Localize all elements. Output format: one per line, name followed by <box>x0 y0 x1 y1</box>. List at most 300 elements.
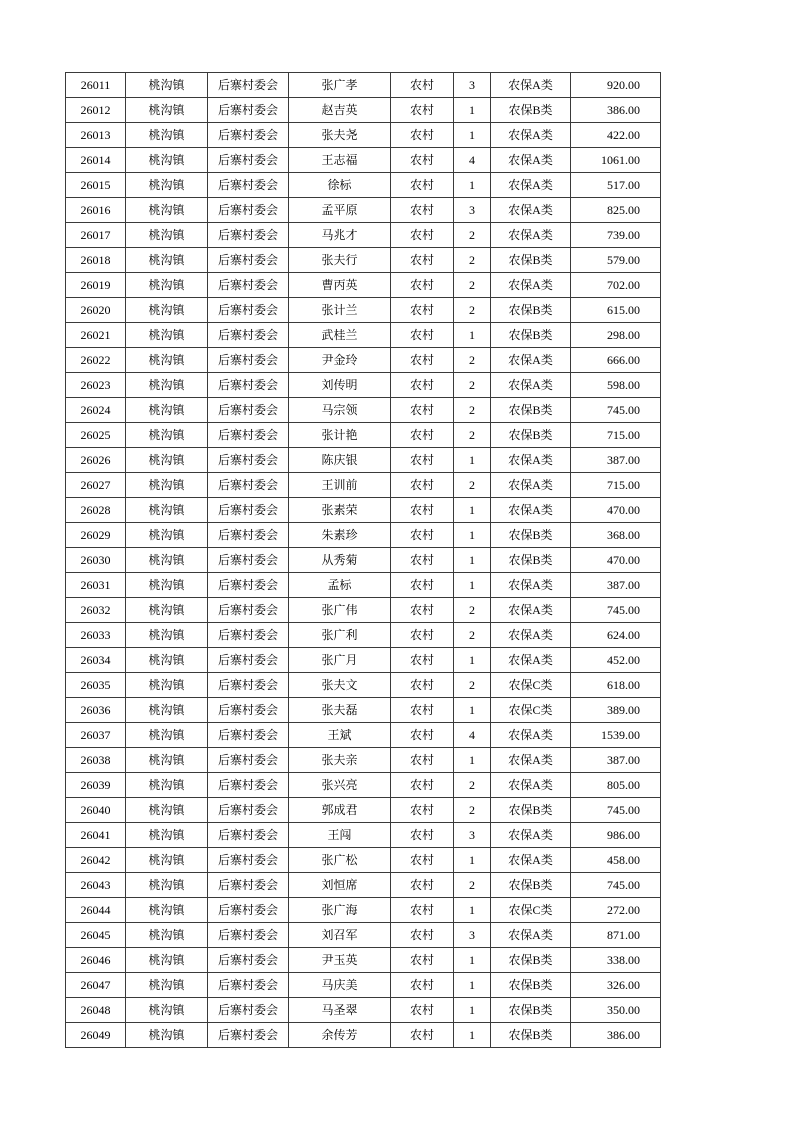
cell-insurance-class: 农保B类 <box>491 423 571 448</box>
cell-person-count: 2 <box>454 773 491 798</box>
cell-record-id: 26039 <box>66 773 126 798</box>
cell-record-id: 26036 <box>66 698 126 723</box>
cell-person-count: 2 <box>454 398 491 423</box>
cell-village-committee: 后寨村委会 <box>208 148 289 173</box>
cell-amount: 805.00 <box>571 773 661 798</box>
cell-record-id: 26027 <box>66 473 126 498</box>
cell-village-committee: 后寨村委会 <box>208 773 289 798</box>
cell-record-id: 26041 <box>66 823 126 848</box>
table-row <box>66 873 661 898</box>
cell-village-committee: 后寨村委会 <box>208 1023 289 1048</box>
table-row <box>66 498 661 523</box>
cell-residence-type: 农村 <box>391 698 454 723</box>
cell-amount: 458.00 <box>571 848 661 873</box>
table-row <box>66 598 661 623</box>
cell-record-id: 26019 <box>66 273 126 298</box>
cell-person-count: 2 <box>454 373 491 398</box>
cell-residence-type: 农村 <box>391 773 454 798</box>
cell-person-count: 2 <box>454 798 491 823</box>
cell-residence-type: 农村 <box>391 198 454 223</box>
cell-residence-type: 农村 <box>391 148 454 173</box>
table-row <box>66 823 661 848</box>
cell-insurance-class: 农保A类 <box>491 198 571 223</box>
cell-insurance-class: 农保B类 <box>491 548 571 573</box>
cell-insurance-class: 农保B类 <box>491 323 571 348</box>
cell-residence-type: 农村 <box>391 323 454 348</box>
cell-record-id: 26022 <box>66 348 126 373</box>
cell-person-name: 张广松 <box>289 848 391 873</box>
cell-person-count: 1 <box>454 98 491 123</box>
table-row <box>66 998 661 1023</box>
cell-town: 桃沟镇 <box>126 173 208 198</box>
cell-person-name: 武桂兰 <box>289 323 391 348</box>
cell-town: 桃沟镇 <box>126 98 208 123</box>
cell-town: 桃沟镇 <box>126 573 208 598</box>
cell-person-name: 王闯 <box>289 823 391 848</box>
cell-insurance-class: 农保B类 <box>491 1023 571 1048</box>
cell-village-committee: 后寨村委会 <box>208 798 289 823</box>
cell-record-id: 26042 <box>66 848 126 873</box>
cell-residence-type: 农村 <box>391 73 454 98</box>
cell-person-name: 郭成君 <box>289 798 391 823</box>
cell-village-committee: 后寨村委会 <box>208 848 289 873</box>
cell-town: 桃沟镇 <box>126 723 208 748</box>
cell-amount: 368.00 <box>571 523 661 548</box>
cell-insurance-class: 农保A类 <box>491 748 571 773</box>
cell-person-name: 刘召军 <box>289 923 391 948</box>
cell-town: 桃沟镇 <box>126 273 208 298</box>
cell-person-count: 2 <box>454 348 491 373</box>
table-row <box>66 673 661 698</box>
cell-amount: 986.00 <box>571 823 661 848</box>
cell-record-id: 26033 <box>66 623 126 648</box>
cell-amount: 745.00 <box>571 398 661 423</box>
cell-person-name: 张夫文 <box>289 673 391 698</box>
cell-amount: 517.00 <box>571 173 661 198</box>
cell-person-name: 张广孝 <box>289 73 391 98</box>
cell-amount: 618.00 <box>571 673 661 698</box>
cell-insurance-class: 农保A类 <box>491 173 571 198</box>
cell-person-name: 刘传明 <box>289 373 391 398</box>
cell-town: 桃沟镇 <box>126 1023 208 1048</box>
cell-residence-type: 农村 <box>391 348 454 373</box>
cell-village-committee: 后寨村委会 <box>208 348 289 373</box>
cell-insurance-class: 农保B类 <box>491 398 571 423</box>
cell-amount: 338.00 <box>571 948 661 973</box>
cell-insurance-class: 农保C类 <box>491 898 571 923</box>
cell-residence-type: 农村 <box>391 98 454 123</box>
cell-residence-type: 农村 <box>391 873 454 898</box>
cell-person-count: 2 <box>454 298 491 323</box>
cell-residence-type: 农村 <box>391 298 454 323</box>
cell-person-name: 马宗领 <box>289 398 391 423</box>
cell-record-id: 26017 <box>66 223 126 248</box>
cell-person-name: 余传芳 <box>289 1023 391 1048</box>
cell-village-committee: 后寨村委会 <box>208 598 289 623</box>
cell-person-count: 1 <box>454 948 491 973</box>
table-row <box>66 273 661 298</box>
cell-person-name: 张计兰 <box>289 298 391 323</box>
cell-village-committee: 后寨村委会 <box>208 473 289 498</box>
cell-amount: 598.00 <box>571 373 661 398</box>
cell-village-committee: 后寨村委会 <box>208 748 289 773</box>
cell-residence-type: 农村 <box>391 373 454 398</box>
cell-amount: 624.00 <box>571 623 661 648</box>
cell-person-name: 张广利 <box>289 623 391 648</box>
cell-person-name: 赵吉英 <box>289 98 391 123</box>
cell-village-committee: 后寨村委会 <box>208 898 289 923</box>
cell-person-name: 从秀菊 <box>289 548 391 573</box>
cell-town: 桃沟镇 <box>126 348 208 373</box>
cell-residence-type: 农村 <box>391 948 454 973</box>
cell-record-id: 26038 <box>66 748 126 773</box>
cell-amount: 470.00 <box>571 498 661 523</box>
cell-residence-type: 农村 <box>391 723 454 748</box>
cell-person-count: 2 <box>454 473 491 498</box>
cell-amount: 387.00 <box>571 748 661 773</box>
table-row <box>66 973 661 998</box>
cell-residence-type: 农村 <box>391 223 454 248</box>
cell-insurance-class: 农保C类 <box>491 673 571 698</box>
cell-residence-type: 农村 <box>391 823 454 848</box>
cell-person-name: 尹金玲 <box>289 348 391 373</box>
cell-residence-type: 农村 <box>391 798 454 823</box>
cell-person-count: 3 <box>454 198 491 223</box>
cell-village-committee: 后寨村委会 <box>208 698 289 723</box>
cell-person-name: 孟标 <box>289 573 391 598</box>
cell-person-count: 1 <box>454 1023 491 1048</box>
cell-village-committee: 后寨村委会 <box>208 223 289 248</box>
cell-residence-type: 农村 <box>391 448 454 473</box>
cell-person-name: 张夫行 <box>289 248 391 273</box>
cell-amount: 386.00 <box>571 98 661 123</box>
cell-record-id: 26043 <box>66 873 126 898</box>
cell-amount: 739.00 <box>571 223 661 248</box>
cell-insurance-class: 农保A类 <box>491 848 571 873</box>
cell-village-committee: 后寨村委会 <box>208 198 289 223</box>
cell-person-count: 2 <box>454 423 491 448</box>
cell-amount: 326.00 <box>571 973 661 998</box>
cell-village-committee: 后寨村委会 <box>208 648 289 673</box>
cell-person-count: 1 <box>454 123 491 148</box>
cell-person-count: 1 <box>454 523 491 548</box>
cell-record-id: 26044 <box>66 898 126 923</box>
cell-record-id: 26046 <box>66 948 126 973</box>
table-row <box>66 73 661 98</box>
cell-person-name: 朱素珍 <box>289 523 391 548</box>
cell-insurance-class: 农保A类 <box>491 498 571 523</box>
cell-residence-type: 农村 <box>391 648 454 673</box>
cell-insurance-class: 农保B类 <box>491 948 571 973</box>
cell-town: 桃沟镇 <box>126 698 208 723</box>
cell-person-count: 1 <box>454 973 491 998</box>
cell-person-name: 尹玉英 <box>289 948 391 973</box>
cell-village-committee: 后寨村委会 <box>208 973 289 998</box>
cell-residence-type: 农村 <box>391 898 454 923</box>
table-row <box>66 148 661 173</box>
cell-person-name: 张夫亲 <box>289 748 391 773</box>
cell-record-id: 26049 <box>66 1023 126 1048</box>
table-row <box>66 123 661 148</box>
cell-village-committee: 后寨村委会 <box>208 523 289 548</box>
table-row <box>66 198 661 223</box>
cell-person-count: 4 <box>454 723 491 748</box>
cell-record-id: 26040 <box>66 798 126 823</box>
cell-town: 桃沟镇 <box>126 848 208 873</box>
cell-person-name: 张广月 <box>289 648 391 673</box>
cell-record-id: 26045 <box>66 923 126 948</box>
cell-village-committee: 后寨村委会 <box>208 823 289 848</box>
cell-insurance-class: 农保A类 <box>491 723 571 748</box>
cell-town: 桃沟镇 <box>126 773 208 798</box>
table-row <box>66 773 661 798</box>
cell-town: 桃沟镇 <box>126 648 208 673</box>
cell-town: 桃沟镇 <box>126 923 208 948</box>
cell-person-name: 曹丙英 <box>289 273 391 298</box>
cell-town: 桃沟镇 <box>126 223 208 248</box>
cell-person-count: 2 <box>454 223 491 248</box>
cell-amount: 389.00 <box>571 698 661 723</box>
cell-amount: 452.00 <box>571 648 661 673</box>
cell-person-name: 陈庆银 <box>289 448 391 473</box>
table-row <box>66 898 661 923</box>
cell-residence-type: 农村 <box>391 248 454 273</box>
cell-person-name: 王志福 <box>289 148 391 173</box>
cell-record-id: 26018 <box>66 248 126 273</box>
cell-record-id: 26032 <box>66 598 126 623</box>
cell-village-committee: 后寨村委会 <box>208 873 289 898</box>
table-row <box>66 448 661 473</box>
cell-insurance-class: 农保A类 <box>491 573 571 598</box>
cell-town: 桃沟镇 <box>126 498 208 523</box>
cell-person-name: 张广伟 <box>289 598 391 623</box>
cell-town: 桃沟镇 <box>126 473 208 498</box>
cell-person-name: 王斌 <box>289 723 391 748</box>
cell-amount: 666.00 <box>571 348 661 373</box>
cell-record-id: 26028 <box>66 498 126 523</box>
cell-person-count: 1 <box>454 498 491 523</box>
cell-record-id: 26029 <box>66 523 126 548</box>
cell-amount: 272.00 <box>571 898 661 923</box>
cell-town: 桃沟镇 <box>126 298 208 323</box>
table-row <box>66 548 661 573</box>
cell-residence-type: 农村 <box>391 573 454 598</box>
cell-insurance-class: 农保B类 <box>491 798 571 823</box>
cell-amount: 871.00 <box>571 923 661 948</box>
cell-person-name: 马圣翠 <box>289 998 391 1023</box>
table-row <box>66 348 661 373</box>
cell-town: 桃沟镇 <box>126 873 208 898</box>
cell-insurance-class: 农保B类 <box>491 873 571 898</box>
cell-town: 桃沟镇 <box>126 248 208 273</box>
cell-town: 桃沟镇 <box>126 673 208 698</box>
cell-insurance-class: 农保A类 <box>491 598 571 623</box>
table-row <box>66 798 661 823</box>
table-row <box>66 473 661 498</box>
cell-residence-type: 农村 <box>391 598 454 623</box>
cell-insurance-class: 农保A类 <box>491 823 571 848</box>
table-row <box>66 648 661 673</box>
cell-person-count: 2 <box>454 598 491 623</box>
cell-town: 桃沟镇 <box>126 73 208 98</box>
cell-person-name: 马兆才 <box>289 223 391 248</box>
cell-person-count: 2 <box>454 248 491 273</box>
cell-town: 桃沟镇 <box>126 323 208 348</box>
cell-person-count: 2 <box>454 623 491 648</box>
cell-insurance-class: 农保B类 <box>491 98 571 123</box>
cell-amount: 615.00 <box>571 298 661 323</box>
cell-village-committee: 后寨村委会 <box>208 423 289 448</box>
table-row <box>66 848 661 873</box>
cell-town: 桃沟镇 <box>126 398 208 423</box>
cell-amount: 298.00 <box>571 323 661 348</box>
cell-record-id: 26048 <box>66 998 126 1023</box>
cell-amount: 702.00 <box>571 273 661 298</box>
cell-residence-type: 农村 <box>391 498 454 523</box>
cell-amount: 715.00 <box>571 423 661 448</box>
cell-person-count: 4 <box>454 148 491 173</box>
cell-person-count: 1 <box>454 573 491 598</box>
cell-person-count: 3 <box>454 923 491 948</box>
cell-record-id: 26035 <box>66 673 126 698</box>
cell-record-id: 26025 <box>66 423 126 448</box>
cell-person-count: 2 <box>454 673 491 698</box>
cell-record-id: 26021 <box>66 323 126 348</box>
table-row <box>66 248 661 273</box>
cell-residence-type: 农村 <box>391 673 454 698</box>
cell-insurance-class: 农保A类 <box>491 623 571 648</box>
table-row <box>66 723 661 748</box>
cell-insurance-class: 农保C类 <box>491 698 571 723</box>
cell-person-count: 1 <box>454 448 491 473</box>
cell-amount: 1539.00 <box>571 723 661 748</box>
table-row <box>66 323 661 348</box>
table-row <box>66 373 661 398</box>
cell-person-count: 1 <box>454 748 491 773</box>
cell-record-id: 26030 <box>66 548 126 573</box>
cell-village-committee: 后寨村委会 <box>208 398 289 423</box>
cell-amount: 920.00 <box>571 73 661 98</box>
cell-record-id: 26012 <box>66 98 126 123</box>
cell-insurance-class: 农保B类 <box>491 998 571 1023</box>
cell-village-committee: 后寨村委会 <box>208 623 289 648</box>
cell-person-name: 张广海 <box>289 898 391 923</box>
cell-insurance-class: 农保A类 <box>491 148 571 173</box>
cell-village-committee: 后寨村委会 <box>208 323 289 348</box>
cell-village-committee: 后寨村委会 <box>208 948 289 973</box>
cell-amount: 1061.00 <box>571 148 661 173</box>
table-row <box>66 398 661 423</box>
cell-insurance-class: 农保A类 <box>491 373 571 398</box>
cell-record-id: 26037 <box>66 723 126 748</box>
cell-town: 桃沟镇 <box>126 748 208 773</box>
cell-person-name: 刘恒席 <box>289 873 391 898</box>
cell-person-count: 3 <box>454 73 491 98</box>
cell-amount: 386.00 <box>571 1023 661 1048</box>
cell-town: 桃沟镇 <box>126 373 208 398</box>
cell-amount: 579.00 <box>571 248 661 273</box>
cell-record-id: 26020 <box>66 298 126 323</box>
table-row <box>66 223 661 248</box>
cell-record-id: 26014 <box>66 148 126 173</box>
cell-record-id: 26023 <box>66 373 126 398</box>
cell-amount: 470.00 <box>571 548 661 573</box>
cell-residence-type: 农村 <box>391 923 454 948</box>
cell-amount: 825.00 <box>571 198 661 223</box>
cell-person-name: 张兴亮 <box>289 773 391 798</box>
cell-insurance-class: 农保A类 <box>491 273 571 298</box>
cell-record-id: 26034 <box>66 648 126 673</box>
cell-village-committee: 后寨村委会 <box>208 673 289 698</box>
cell-village-committee: 后寨村委会 <box>208 98 289 123</box>
cell-person-name: 张素荣 <box>289 498 391 523</box>
cell-village-committee: 后寨村委会 <box>208 548 289 573</box>
table-row <box>66 298 661 323</box>
cell-insurance-class: 农保A类 <box>491 223 571 248</box>
cell-person-name: 张夫磊 <box>289 698 391 723</box>
cell-village-committee: 后寨村委会 <box>208 498 289 523</box>
cell-person-count: 1 <box>454 998 491 1023</box>
cell-person-count: 2 <box>454 273 491 298</box>
cell-insurance-class: 农保A类 <box>491 448 571 473</box>
cell-town: 桃沟镇 <box>126 898 208 923</box>
cell-record-id: 26024 <box>66 398 126 423</box>
cell-town: 桃沟镇 <box>126 548 208 573</box>
table-row <box>66 1023 661 1048</box>
cell-record-id: 26047 <box>66 973 126 998</box>
cell-amount: 387.00 <box>571 448 661 473</box>
cell-village-committee: 后寨村委会 <box>208 73 289 98</box>
cell-village-committee: 后寨村委会 <box>208 723 289 748</box>
cell-person-count: 1 <box>454 173 491 198</box>
cell-insurance-class: 农保A类 <box>491 473 571 498</box>
cell-person-name: 徐标 <box>289 173 391 198</box>
cell-amount: 422.00 <box>571 123 661 148</box>
cell-town: 桃沟镇 <box>126 973 208 998</box>
cell-person-name: 马庆美 <box>289 973 391 998</box>
cell-person-name: 王训前 <box>289 473 391 498</box>
cell-person-count: 3 <box>454 823 491 848</box>
cell-record-id: 26011 <box>66 73 126 98</box>
cell-village-committee: 后寨村委会 <box>208 998 289 1023</box>
cell-residence-type: 农村 <box>391 748 454 773</box>
cell-residence-type: 农村 <box>391 123 454 148</box>
cell-town: 桃沟镇 <box>126 823 208 848</box>
table-row <box>66 623 661 648</box>
cell-insurance-class: 农保B类 <box>491 523 571 548</box>
cell-person-count: 1 <box>454 698 491 723</box>
cell-record-id: 26015 <box>66 173 126 198</box>
cell-insurance-class: 农保A类 <box>491 73 571 98</box>
cell-record-id: 26013 <box>66 123 126 148</box>
cell-insurance-class: 农保A类 <box>491 123 571 148</box>
cell-village-committee: 后寨村委会 <box>208 373 289 398</box>
cell-village-committee: 后寨村委会 <box>208 248 289 273</box>
cell-town: 桃沟镇 <box>126 123 208 148</box>
cell-person-count: 1 <box>454 548 491 573</box>
table-row <box>66 923 661 948</box>
cell-residence-type: 农村 <box>391 973 454 998</box>
cell-insurance-class: 农保A类 <box>491 648 571 673</box>
cell-town: 桃沟镇 <box>126 623 208 648</box>
cell-insurance-class: 农保A类 <box>491 348 571 373</box>
cell-town: 桃沟镇 <box>126 148 208 173</box>
cell-record-id: 26031 <box>66 573 126 598</box>
cell-record-id: 26016 <box>66 198 126 223</box>
cell-village-committee: 后寨村委会 <box>208 573 289 598</box>
cell-town: 桃沟镇 <box>126 998 208 1023</box>
table-row <box>66 173 661 198</box>
